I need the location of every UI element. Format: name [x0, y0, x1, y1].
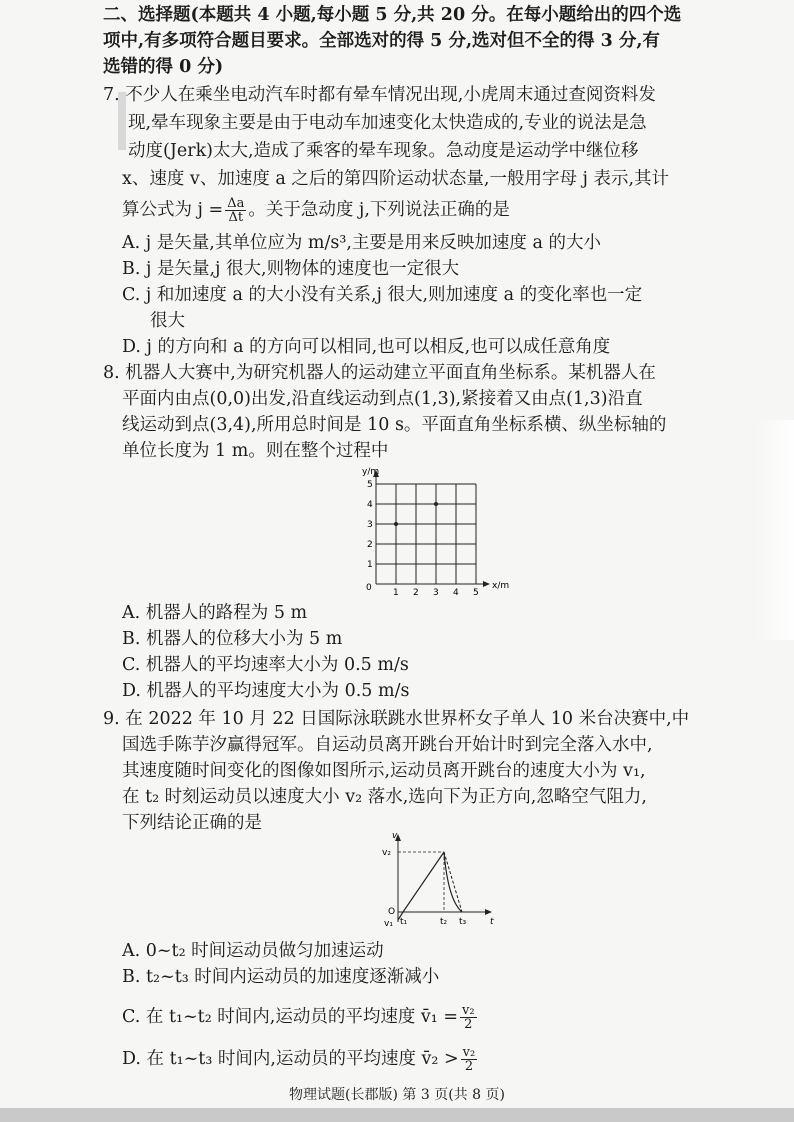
- q7-option-a: A. j 是矢量,其单位应为 m/s³,主要是用来反映加速度 a 的大小: [122, 233, 601, 253]
- q9-t-label: t: [490, 917, 494, 927]
- q8-ytick-1: 1: [367, 560, 373, 570]
- q9-option-d-den: 2: [464, 1059, 474, 1074]
- q7-line5: [122, 197, 510, 224]
- q9-t-arrow: [485, 909, 492, 915]
- q8-ylabel: y/m: [362, 467, 380, 477]
- section-header-line3: 选错的得 0 分): [103, 57, 224, 77]
- q9-option-c-num: v₂: [462, 1003, 475, 1018]
- q7-formula-fraction: [225, 197, 246, 224]
- q9-origin-label: O: [388, 907, 396, 917]
- q8-option-a: A. 机器人的路程为 5 m: [122, 603, 308, 623]
- q9-t1-label: t₁: [400, 917, 408, 927]
- page-footer: 物理试题(长郡版) 第 3 页(共 8 页): [289, 1087, 505, 1103]
- q9-vt-graph: [370, 830, 510, 935]
- q8-xtick-1: 1: [393, 588, 399, 597]
- q7-option-c-line2: 很大: [150, 311, 185, 331]
- q9-option-c: [122, 1004, 479, 1031]
- q9-t3-label: t₃: [459, 917, 467, 927]
- q8-ytick-4: 4: [367, 500, 373, 510]
- section-header-line1: 二、选择题(本题共 4 小题,每小题 5 分,共 20 分。在每小题给出的四个选: [103, 5, 682, 25]
- q9-option-d-text: D. 在 t₁~t₃ 时间内,运动员的平均速度 v̄₂ >: [122, 1049, 459, 1069]
- q7-line3: 动度(Jerk)太大,造成了乘客的晕车现象。急动度是运动学中继位移: [128, 141, 639, 161]
- q9-line1: 9. 在 2022 年 10 月 22 日国际泳联跳水世界杯女子单人 10 米台决赛中,中: [103, 709, 690, 729]
- q8-option-b: B. 机器人的位移大小为 5 m: [122, 629, 343, 649]
- q8-grid-lines: [376, 484, 476, 584]
- q8-xtick-2: 2: [413, 588, 419, 597]
- q8-x-arrow: [483, 581, 490, 587]
- q7-option-c-line1: C. j 和加速度 a 的大小没有关系,j 很大,则加速度 a 的变化率也一定: [122, 285, 643, 305]
- q8-line2: 平面内由点(0,0)出发,沿直线运动到点(1,3),紧接着又由点(1,3)沿直: [122, 389, 643, 409]
- q8-origin: 0: [366, 583, 372, 593]
- q9-line3: 其速度随时间变化的图像如图所示,运动员离开跳台的速度大小为 v₁,: [122, 761, 646, 781]
- scan-bottom-edge: [0, 1108, 794, 1122]
- q9-option-c-text: C. 在 t₁~t₂ 时间内,运动员的平均速度 v̄₁ =: [122, 1007, 459, 1027]
- q8-option-c: C. 机器人的平均速率大小为 0.5 m/s: [122, 655, 409, 675]
- q9-line5: 下列结论正确的是: [122, 813, 262, 833]
- q9-line4: 在 t₂ 时刻运动员以速度大小 v₂ 落水,选向下为正方向,忽略空气阻力,: [122, 787, 647, 807]
- q8-point-1-3: [394, 522, 398, 526]
- q7-formula-prefix: 算公式为 j =: [122, 200, 224, 220]
- q9-option-d-fraction: [461, 1046, 478, 1073]
- q7-formula-suffix: 。关于急动度 j,下列说法正确的是: [248, 200, 510, 220]
- q9-option-c-fraction: [460, 1004, 477, 1031]
- q7-line2: 现,晕车现象主要是由于电动车加速变化太快造成的,专业的说法是急: [128, 113, 647, 133]
- q9-t2-label: t₂: [440, 917, 448, 927]
- q9-rise-line: [398, 852, 444, 920]
- q9-option-a: A. 0~t₂ 时间运动员做匀加速运动: [122, 941, 384, 961]
- scan-glare: [754, 420, 794, 640]
- q8-line4: 单位长度为 1 m。则在整个过程中: [122, 441, 389, 461]
- q7-line4: x、速度 v、加速度 a 之后的第四阶运动状态量,一般用字母 j 表示,其计: [122, 169, 670, 189]
- q8-option-d: D. 机器人的平均速度大小为 0.5 m/s: [122, 681, 410, 701]
- q8-ytick-5: 5: [367, 480, 373, 490]
- q8-point-3-4: [434, 502, 438, 506]
- q7-option-d: D. j 的方向和 a 的方向可以相同,也可以相反,也可以成任意角度: [122, 337, 611, 357]
- q8-xtick-3: 3: [433, 588, 439, 597]
- q9-v1-label: v₁: [384, 919, 393, 929]
- q7-frac-den: Δt: [228, 210, 244, 225]
- q8-xtick-4: 4: [453, 588, 459, 597]
- q9-v2-label: v₂: [382, 848, 391, 858]
- q9-v-label: v: [392, 831, 398, 841]
- q9-option-c-den: 2: [464, 1017, 473, 1032]
- q8-ytick-3: 3: [367, 520, 373, 530]
- q9-line2: 国选手陈芋汐赢得冠军。自运动员离开跳台开始计时到完全落入水中,: [122, 735, 653, 755]
- q7-option-b: B. j 是矢量,j 很大,则物体的速度也一定很大: [122, 259, 460, 279]
- q7-line1: 7. 不少人在乘坐电动汽车时都有晕车情况出现,小虎周末通过查阅资料发: [103, 85, 656, 105]
- section-header-line2: 项中,有多项符合题目要求。全部选对的得 5 分,选对但不全的得 3 分,有: [103, 31, 660, 51]
- q8-xlabel: x/m: [492, 581, 510, 591]
- q8-line1: 8. 机器人大赛中,为研究机器人的运动建立平面直角坐标系。某机器人在: [103, 363, 656, 383]
- q7-frac-num: Δa: [227, 196, 245, 211]
- q9-dashed-fall: [444, 852, 462, 912]
- q9-option-d: [122, 1046, 479, 1073]
- q9-option-b: B. t₂~t₃ 时间内运动员的加速度逐渐减小: [122, 967, 440, 987]
- q8-ytick-2: 2: [367, 540, 373, 550]
- q9-option-d-num: v₂: [462, 1045, 476, 1060]
- q8-line3: 线运动到点(3,4),所用总时间是 10 s。平面直角坐标系横、纵坐标轴的: [122, 415, 667, 435]
- q8-xtick-5: 5: [473, 588, 479, 597]
- q8-coordinate-grid: [340, 462, 515, 597]
